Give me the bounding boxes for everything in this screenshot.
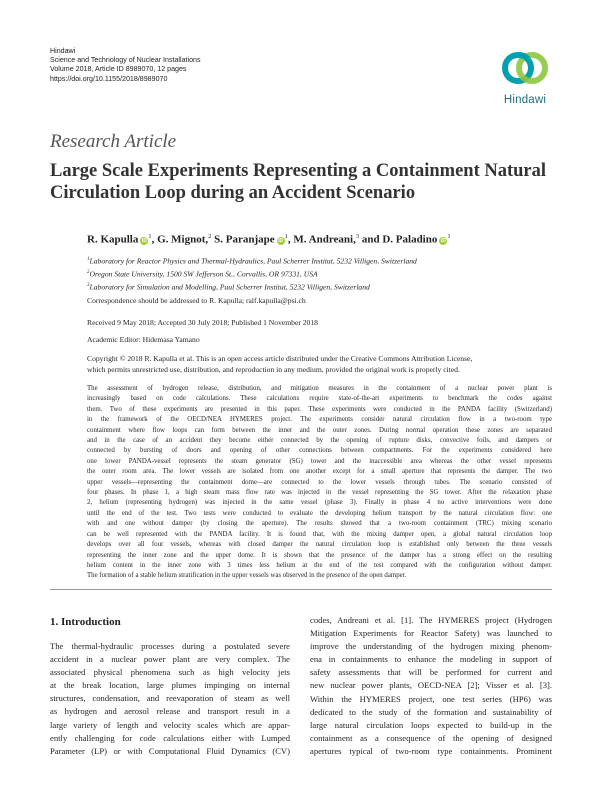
- volume-line: Volume 2018, Article ID 8989070, 12 pages: [50, 65, 187, 74]
- title-line: Circulation Loop during an Accident Scenario: [50, 183, 416, 203]
- abstract-line: with and one without damper (by closing the aperture). The results showed that a two-room containment (TRC) mixing scenario: [87, 520, 552, 528]
- publisher-name: Hindawi: [50, 47, 76, 55]
- body-text-line: large natural circulation loops expected to build-up in the: [310, 719, 552, 730]
- abstract-line: until the end of the test. Two tests were conducted to evaluate the developing helium transport by the natural circulation flow: one: [87, 509, 552, 517]
- body-text-line: containment as a consequence of the opening of designed: [310, 732, 552, 743]
- abstract-line: and in the case of an accident they become either connected by the opening of rupture disks, convective foils, and dampers or: [87, 437, 552, 445]
- abstract-line: four phases. In phase 1, a high steam mass flow rate was injected in the vessel representing the SG tower. After the relaxation phase: [87, 489, 552, 497]
- affiliation-marker: 1: [148, 233, 152, 240]
- academic-editor: Academic Editor: Hidemasa Yamano: [87, 335, 200, 344]
- abstract-line: the outer room area. The lower vessels are isolated from one another except for a small aperture that represents the damper. The two: [87, 468, 552, 476]
- abstract-line: increasingly based on code calculations. These calculations require state-of-the-art experiments to benchmark the codes against: [87, 395, 552, 403]
- body-text-line: safety assessments that will be performed for current and: [310, 667, 552, 678]
- body-column-right: [310, 614, 552, 758]
- author-name[interactable]: G. Mignot,: [157, 233, 209, 246]
- body-text-line: apertures typical of two-room type containments. Prominent: [310, 745, 552, 756]
- journal-name: Science and Technology of Nuclear Installations: [50, 56, 201, 65]
- correspondence: Correspondence should be addressed to R. Kapulla; ralf.kapulla@psi.ch: [87, 296, 306, 305]
- abstract-line: helium content in the inner zone with 3 times less helium at the end of the test compared with the configuration without damper.: [87, 561, 552, 569]
- abstract-line: 2, helium (representing hydrogen) was injected in the same vessel (phase 3). Finally in phase 4 no active interventions were done: [87, 499, 552, 507]
- affiliations: [87, 254, 417, 294]
- affiliation-item: [87, 254, 417, 267]
- body-text-line: at the break location, large plumes impinging on internal: [50, 680, 290, 691]
- abstract-line: can be well represented with the PANDA facility. It is found that, with the mixing damper open, a global natural circulation loop: [87, 530, 552, 538]
- abstract-line: one lower PANDA-vessel represents the steam generator (SG) tower and the inaccessible area whereas the other vessel represents: [87, 457, 552, 465]
- title-line: Large Scale Experiments Representing a Containment Natural: [50, 161, 547, 181]
- body-text-line: dedicated to the study of the formation and sustainability of: [310, 706, 552, 717]
- affiliation-marker: 1: [284, 233, 288, 240]
- body-text-line: Within the HYMERES project, one test series (HP6) was: [310, 693, 552, 704]
- body-text-line: as hydrogen and aerosol release and transport result in a: [50, 706, 290, 717]
- body-text-line: ently challenging for code calculations either with Lumped: [50, 732, 290, 743]
- affiliation-text: Laboratory for Reactor Physics and Thermal-Hydraulics, Paul Scherrer Institut, 5232 Villigen, Switzerland: [89, 256, 417, 266]
- copyright-line: Copyright © 2018 R. Kapulla et al. This is an open access article distributed under the Creative Commons Attribution License,: [87, 354, 473, 363]
- abstract: [87, 384, 552, 582]
- author-name[interactable]: M. Andreani,: [293, 233, 356, 246]
- author-separator: and: [359, 233, 383, 246]
- body-text-line: Parameter (LP) or with Computational Fluid Dynamics (CV): [50, 745, 290, 756]
- affiliation-number: 1: [87, 257, 90, 262]
- affiliation-marker: 3: [355, 233, 360, 240]
- affiliation-number: 3: [87, 283, 90, 289]
- body-text-line: improve the understanding of the hydrogen mixing phenom-: [310, 641, 552, 652]
- orcid-icon[interactable]: iD: [278, 237, 284, 244]
- affiliation-item: [87, 267, 417, 280]
- doi-link[interactable]: https://doi.org/10.1155/2018/8989070: [50, 74, 168, 83]
- abstract-line: representing the inner zone and the upper dome. It is shown that the presence of the damper has a strong effect on the resulting: [87, 551, 552, 559]
- affiliation-item: [87, 280, 417, 293]
- abstract-line: upper vessels—representing the containment dome—are connected to the lower vessels through tubes. The scenario consisted of: [87, 478, 552, 486]
- orcid-icon[interactable]: iD: [141, 237, 147, 244]
- author-separator: ,: [287, 233, 294, 246]
- author-list: [87, 233, 451, 246]
- logo-text: Hindawi: [503, 94, 547, 106]
- body-text-line: ena in containments to enhance the modeling in support of: [310, 654, 552, 665]
- body-text-line: structures, condensation, and reevaporation of steam as well: [50, 693, 290, 704]
- copyright-line: which permits unrestricted use, distribution, and reproduction in any medium, provided the original work is properly cited.: [87, 365, 460, 374]
- body-text-line: large variety of length and velocity scales which are appar-: [50, 719, 290, 730]
- section-divider: [50, 589, 552, 590]
- abstract-line: containment where flow loops can form between the inner and the outer zones. During normal operation these zones are separated: [87, 426, 552, 434]
- affiliation-number: 2: [87, 270, 90, 276]
- body-text-line: accident in a nuclear power plant are very complex. The: [50, 654, 290, 665]
- journal-meta: [50, 47, 201, 84]
- orcid-icon[interactable]: iD: [440, 237, 446, 244]
- copyright-notice: [87, 353, 552, 375]
- body-text-line: associated physical phenomena such as high velocity jets: [50, 667, 290, 678]
- body-column-left: [50, 640, 290, 758]
- article-type: Research Article: [50, 131, 177, 152]
- affiliation-marker: 1: [447, 233, 451, 240]
- affiliation-text: Laboratory for Simulation and Modelling, Paul Scherrer Institut, 5232 Villigen, Switzerland: [89, 283, 370, 292]
- body-text-line: new nuclear power plants, OECD-NEA [2]; Visser et al. [3].: [310, 680, 552, 691]
- author-name[interactable]: S. Paranjape: [214, 233, 275, 246]
- affiliation-marker: 2: [208, 233, 212, 240]
- abstract-line: in the framework of the OECD/NEA HYMERES project. The experiments consider natural circulation flow in a two-room type: [87, 416, 552, 424]
- body-text-line: codes, Andreani et al. [1]. The HYMERES project (Hydrogen: [310, 615, 552, 625]
- section-heading: 1. Introduction: [50, 616, 121, 628]
- abstract-line: connected by bursting of doors and opening of other connections between compartments. For the experiments considered here: [87, 447, 552, 455]
- abstract-line: them. Two of these experiments are presented in this paper. These experiments were conducted in the PANDA facility (Switzerland): [87, 405, 552, 413]
- author-name[interactable]: R. Kapulla: [87, 233, 139, 246]
- article-title: [50, 160, 550, 204]
- hindawi-logo[interactable]: [497, 46, 553, 106]
- body-text-line: Mitigation Experiments for Reactor Safety) was launched to: [310, 628, 552, 639]
- author-name[interactable]: D. Paladino: [382, 233, 438, 246]
- body-text-line: The thermal-hydraulic processes during a postulated severe: [50, 641, 290, 651]
- abstract-line: develops over all four vessels, whereas with closed damper the natural circulation loop is established only between the three vessels: [87, 541, 552, 549]
- abstract-line: The assessment of hydrogen release, distribution, and mitigation measures in the containment of a nuclear power plant is: [87, 385, 552, 392]
- hindawi-logo-icon: [497, 46, 553, 92]
- article-dates: Received 9 May 2018; Accepted 30 July 2018; Published 1 November 2018: [87, 318, 318, 327]
- abstract-line: The formation of a stable helium stratification in the upper vessels was observed in the presence of the open damper.: [87, 572, 407, 580]
- author-separator: ,: [151, 233, 158, 246]
- affiliation-text: Oregon State University, 1500 SW Jefferson St., Corvallis, OR 97331, USA: [89, 269, 318, 279]
